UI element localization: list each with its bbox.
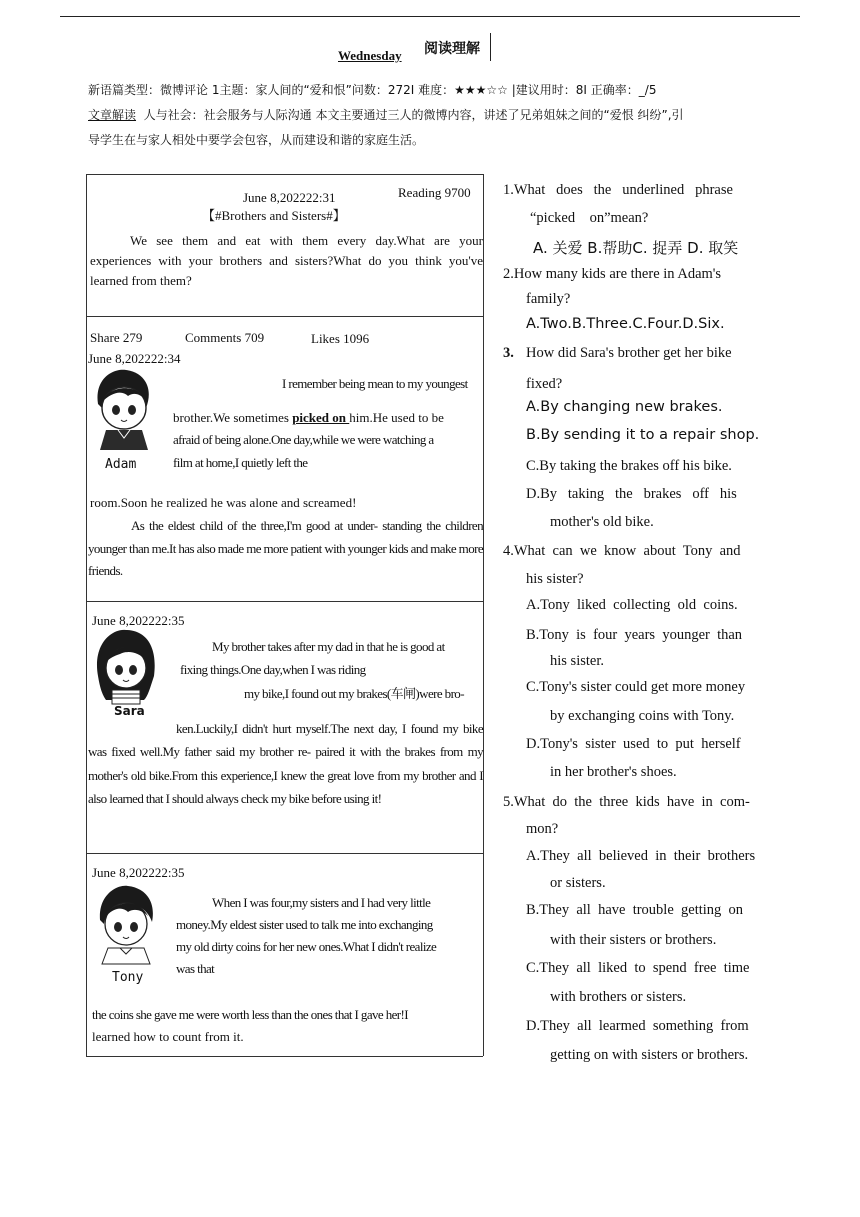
question-3-option-d: D.By taking the brakes off his — [526, 486, 737, 502]
question-2: 2.How many kids are there in Adam's — [503, 266, 722, 282]
question-5-option-b: B.They all have trouble getting on — [526, 902, 744, 918]
question-5-option-a: A.They all believed in their brothers — [526, 848, 756, 864]
sara-name: Sara — [114, 704, 145, 718]
question-5: 5.What do the three kids have in com- — [503, 794, 750, 810]
like-count[interactable]: Likes 1096 — [311, 331, 370, 346]
question-3-option-d-cont: mother's old bike. — [550, 514, 654, 530]
question-4-option-b-cont: his sister. — [550, 653, 604, 669]
tony-text-6: learned how to count from it. — [92, 1029, 244, 1044]
post-hashtag: 【#Brothers and Sisters#】 — [202, 208, 346, 223]
question-5-option-c: C.They all liked to spend free time — [526, 960, 750, 976]
adam-avatar-icon — [88, 366, 156, 456]
sara-text-3: my bike,I found out my brakes(车闸)were bro- — [244, 686, 464, 701]
adam-text-1: I remember being mean to my youngest — [282, 376, 468, 391]
post-date: June 8,202222:31 — [243, 190, 336, 205]
question-3-option-a: A.By changing new brakes. — [526, 399, 723, 415]
sara-avatar-icon — [92, 628, 158, 706]
sara-date: June 8,202222:35 — [92, 613, 185, 628]
tony-text-1: When I was four,my sisters and I had very little — [212, 895, 431, 910]
adam-text-3: afraid of being alone.One day,while we were watching a — [173, 432, 434, 447]
box-top-rule — [86, 174, 483, 175]
post-body: We see them and eat with them every day.What are your experiences with your brothers and sisters?What do you think you've learned from them? — [90, 233, 483, 288]
sara-body: ken.Luckily,I didn't hurt myself.The next day, I found my bike was fixed well.My father said my brother re- paired it with the brakes from my mother's old bike.From this experience,I knew the great love from my brother and I also learned that I should always check my bike before using it! — [88, 721, 483, 806]
page-title: Wednesday — [338, 48, 402, 63]
sara-text-2: fixing things.One day,when I was riding — [180, 662, 366, 677]
adam-text-2 — [173, 408, 444, 428]
comment-count[interactable]: Comments 709 — [185, 330, 265, 345]
box-bottom-rule — [86, 1056, 483, 1057]
question-3-number: 3. — [503, 345, 514, 361]
passage-analysis-cont: 导学生在与家人相处中要学会包容，从而建设和谐的家庭生活。 — [88, 133, 425, 147]
section-badge: 阅读理解 — [424, 41, 480, 57]
question-4-cont: his sister? — [526, 571, 584, 587]
tony-date: June 8,202222:35 — [92, 865, 185, 880]
question-5-option-b-cont: with their sisters or brothers. — [550, 932, 717, 948]
question-2-options: A.Two.B.Three.C.Four.D.Six. — [526, 316, 725, 332]
question-4-option-d-cont: in her brother's shoes. — [550, 764, 677, 780]
question-3-option-b: B.By sending it to a repair shop. — [526, 427, 760, 443]
question-1-options: A. 关爱 B.帮助C. 捉弄 D. 取笑 — [533, 239, 739, 257]
adam-name: Adam — [105, 457, 137, 472]
question-4-option-d: D.Tony's sister used to put herself — [526, 736, 741, 752]
passage-analysis — [88, 104, 684, 126]
adam-text-5: room.Soon he realized he was alone and screamed! — [90, 495, 357, 510]
sara-text-1: My brother takes after my dad in that he is good at — [212, 639, 445, 654]
adam-text-2a: brother.We sometimes — [173, 410, 293, 425]
question-5-cont: mon? — [526, 821, 559, 837]
tony-text-2: money.My eldest sister used to talk me into exchanging — [176, 917, 433, 932]
question-5-option-d-cont: getting on with sisters or brothers. — [550, 1047, 749, 1063]
question-2-cont: family? — [526, 291, 571, 307]
adam-date: June 8,202222:34 — [88, 351, 181, 366]
question-1: 1.What does the underlined phrase — [503, 182, 733, 198]
question-4-option-b: B.Tony is four years younger than — [526, 627, 743, 643]
divider-1 — [86, 316, 483, 317]
tony-avatar-icon — [92, 884, 158, 968]
adam-text-4: film at home,I quietly left the — [173, 455, 308, 470]
share-count[interactable]: Share 279 — [90, 330, 143, 345]
question-4: 4.What can we know about Tony and — [503, 543, 741, 559]
post-reading-count: Reading 9700 — [398, 185, 471, 200]
underlined-phrase: picked on — [292, 410, 350, 425]
question-3-cont: fixed? — [526, 376, 563, 392]
question-5-option-c-cont: with brothers or sisters. — [550, 989, 687, 1005]
tony-text-5: the coins she gave me were worth less than the ones that I gave her!I — [92, 1007, 408, 1022]
question-3-option-c: C.By taking the brakes off his bike. — [526, 458, 732, 474]
question-4-option-c: C.Tony's sister could get more money — [526, 679, 746, 695]
question-3: How did Sara's brother get her bike — [526, 345, 732, 361]
tony-name: Tony — [112, 970, 144, 985]
question-5-option-a-cont: or sisters. — [550, 875, 606, 891]
tony-text-4: was that — [176, 961, 215, 976]
adam-text-2b: him.He used to be — [349, 410, 444, 425]
tony-text-3: my old dirty coins for her new ones.What I didn't realize — [176, 939, 437, 954]
passage-info: 新语篇类型：微博评论 1主题：家人间的“爱和恨”问数：272I 难度：★★★☆☆ |建议用时：8I 正确率：_/5 — [88, 83, 657, 97]
adam-paragraph-2: As the eldest child of the three,I'm good at under- standing the children younger than me.It has also made me more patient with younger kids and make more friends. — [88, 518, 483, 578]
analysis-text: 人与社会：社会服务与人际沟通 本文主要通过三人的微博内容，讲述了兄弟姐妹之间的“爱恨 纠纷”,引 — [143, 108, 684, 122]
question-4-option-c-cont: by exchanging coins with Tony. — [550, 708, 735, 724]
question-1-cont: “picked on”mean? — [530, 210, 649, 226]
badge-divider — [490, 33, 491, 61]
divider-3 — [86, 853, 483, 854]
question-5-option-d: D.They all learmed something from — [526, 1018, 749, 1034]
divider-2 — [86, 601, 483, 602]
question-4-option-a: A.Tony liked collecting old coins. — [526, 597, 738, 613]
top-rule — [60, 16, 800, 17]
analysis-label: 文章解读 — [88, 108, 137, 122]
